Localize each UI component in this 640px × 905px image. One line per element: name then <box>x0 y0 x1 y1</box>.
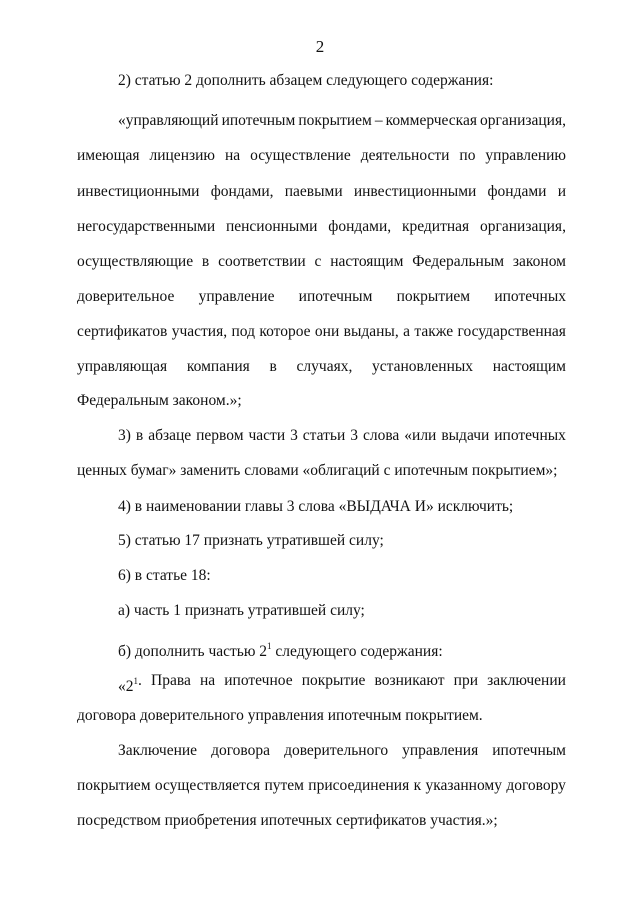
word: а <box>403 323 410 340</box>
word: негосударственными <box>77 218 216 235</box>
word: по <box>459 147 476 164</box>
word: в <box>135 427 144 444</box>
text-line <box>77 216 566 238</box>
text-line <box>77 251 566 273</box>
word: на <box>199 672 216 689</box>
word: случаях, <box>296 358 353 375</box>
word: организация, <box>480 112 566 129</box>
word: имеющая <box>77 147 140 164</box>
word: настоящим <box>330 253 404 270</box>
text-line <box>118 740 566 762</box>
word: первом <box>196 427 244 444</box>
word: инвестиционными <box>77 183 200 200</box>
text-segment <box>138 670 566 692</box>
word: установленных <box>372 358 474 375</box>
word: участия, <box>171 323 228 340</box>
word: инвестиционными <box>353 183 477 200</box>
word: присоединения <box>308 777 410 794</box>
text-line <box>77 286 566 308</box>
word: также <box>414 323 454 340</box>
word: в <box>201 253 210 270</box>
word: управления <box>402 742 479 759</box>
word: выданы, <box>343 323 399 340</box>
superscript: 1 <box>133 676 138 686</box>
word: государственная <box>457 323 566 340</box>
word: фондами, <box>328 218 392 235</box>
word: лицензию <box>149 147 215 164</box>
text-line <box>77 181 566 203</box>
word: Права <box>151 672 191 689</box>
word: фондами <box>487 183 547 200</box>
word: ипотечным <box>221 112 296 129</box>
word: 3 <box>350 427 358 444</box>
text-line <box>118 425 566 447</box>
word: покрытием <box>396 288 471 305</box>
text-line: 6) в статье 18: <box>118 567 211 584</box>
word: – <box>374 112 383 129</box>
text-line: а) часть 1 признать утратившей силу; <box>118 602 365 619</box>
word: Заключение <box>118 742 198 759</box>
word: слова <box>362 427 400 444</box>
word: деятельности <box>360 147 450 164</box>
text-line <box>118 635 443 660</box>
text-line: посредством приобретения ипотечных сертификатов участия.»; <box>77 812 498 829</box>
text-segment <box>118 670 138 695</box>
word: ипотечным <box>492 742 566 759</box>
word: ипотечным <box>298 288 373 305</box>
word: осуществляется <box>154 777 261 794</box>
word: доверительное <box>77 288 175 305</box>
word: при <box>453 672 478 689</box>
text-line <box>77 321 566 343</box>
word: части <box>248 427 286 444</box>
word: компания <box>186 358 250 375</box>
word: сертификатов <box>77 323 168 340</box>
word: выдачи <box>441 427 490 444</box>
word: покрытие <box>301 672 366 689</box>
word: . <box>138 672 142 689</box>
text-line: 2) статью 2 дополнить абзацем следующего содержания: <box>118 72 494 89</box>
word: они <box>314 323 340 340</box>
word: ипотечных <box>494 427 566 444</box>
text-line: 5) статью 17 признать утратившей силу; <box>118 532 384 549</box>
word: настоящим <box>492 358 566 375</box>
page-number: 2 <box>315 37 325 56</box>
word: осуществление <box>250 147 351 164</box>
word: организация, <box>480 218 566 235</box>
word: соответствии <box>218 253 306 270</box>
word: кредитная <box>401 218 470 235</box>
text-line: ценных бумаг» заменить словами «облигаций с ипотечным покрытием»; <box>77 462 558 479</box>
word: доверительного <box>284 742 389 759</box>
word: статьи <box>302 427 346 444</box>
word: «управляющий <box>118 112 219 129</box>
word: на <box>224 147 241 164</box>
text-line: Федеральным законом.»; <box>77 392 242 409</box>
word: «или <box>404 427 437 444</box>
word: управляющая <box>77 358 168 375</box>
word: 3 <box>290 427 298 444</box>
word: управление <box>198 288 275 305</box>
word: пенсионными <box>225 218 318 235</box>
word: договора <box>211 742 271 759</box>
text-line <box>77 775 566 797</box>
word: возникают <box>374 672 445 689</box>
word: под <box>231 323 255 340</box>
word: паевыми <box>284 183 343 200</box>
text-line <box>118 670 566 695</box>
text-segment: «2 <box>118 678 134 695</box>
text-segment: б) дополнить частью 2 <box>118 643 268 660</box>
word: заключении <box>487 672 566 689</box>
word: абзаце <box>148 427 192 444</box>
word: в <box>269 358 277 375</box>
word: которое <box>259 323 311 340</box>
word: ипотечное <box>224 672 293 689</box>
word: управлению <box>485 147 566 164</box>
text-line <box>77 356 566 378</box>
word: с <box>314 253 322 270</box>
word: коммерческая <box>385 112 477 129</box>
word: фондами, <box>210 183 274 200</box>
word: и <box>557 183 566 200</box>
text-line <box>118 110 566 132</box>
word: к <box>413 777 422 794</box>
word: осуществляющие <box>77 253 194 270</box>
word: законом <box>512 253 566 270</box>
text-line: 4) в наименовании главы 3 слова «ВЫДАЧА И» исключить; <box>118 498 514 515</box>
word: 3) <box>118 427 131 444</box>
word: путем <box>264 777 304 794</box>
text-line <box>77 145 566 167</box>
word: покрытием <box>298 112 372 129</box>
word: указанному <box>425 777 502 794</box>
word: договору <box>506 777 566 794</box>
text-line: договора доверительного управления ипотечным покрытием. <box>77 707 483 724</box>
text-segment: следующего содержания: <box>271 643 443 660</box>
superscript: 1 <box>267 641 272 651</box>
word: ипотечных <box>494 288 566 305</box>
word: покрытием <box>77 777 151 794</box>
word: Федеральным <box>412 253 505 270</box>
